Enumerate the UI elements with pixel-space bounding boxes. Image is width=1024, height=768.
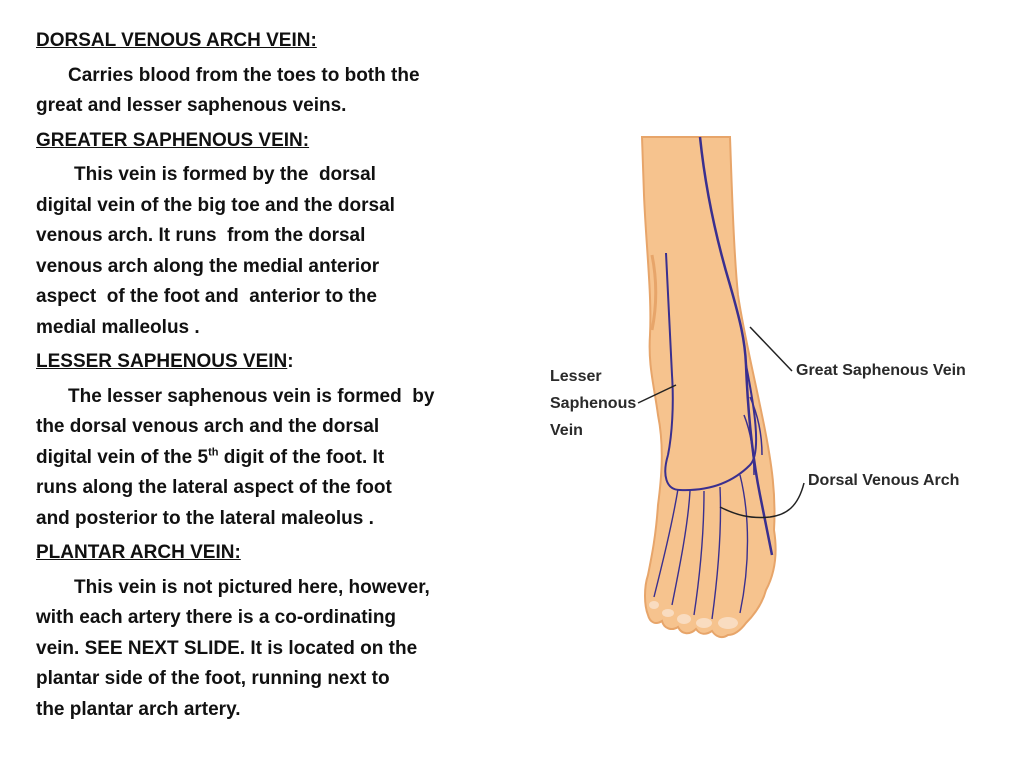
text-line: medial malleolus .: [36, 316, 200, 338]
toenail: [662, 609, 674, 617]
text-fragment: digit of the foot. It: [218, 446, 385, 468]
toenail: [696, 618, 712, 628]
text-line: with each artery there is a co-ordinating: [36, 607, 397, 628]
text-line: plantar side of the foot, running next to: [36, 668, 390, 689]
foot-vein-diagram: [540, 135, 1000, 655]
text-line: runs along the lateral aspect of the foot: [36, 477, 392, 498]
toenail: [649, 601, 659, 609]
heading-greater-saphenous: GREATER SAPHENOUS VEIN:: [36, 129, 310, 151]
text-line: This vein is formed by the dorsal: [74, 164, 376, 185]
toenail: [677, 614, 691, 624]
text-line: the dorsal venous arch and the dorsal: [36, 416, 380, 437]
para-dorsal-venous-arch: [36, 61, 506, 92]
text-line-with-superscript: [36, 443, 506, 474]
text-line: great and lesser saphenous veins.: [36, 95, 347, 116]
para-greater-saphenous-first: [36, 160, 506, 191]
para-greater-saphenous: [36, 191, 506, 344]
label-dorsal-venous-arch: Dorsal Venous Arch: [808, 472, 960, 489]
text-line: and posterior to the lateral maleolus .: [36, 507, 374, 529]
text-line: vein. SEE NEXT SLIDE. It is located on the: [36, 637, 418, 659]
heading-lesser-saphenous: LESSER SAPHENOUS VEIN: [36, 351, 288, 372]
text-line: venous arch along the medial anterior: [36, 255, 380, 277]
notes-text-column: [36, 24, 506, 727]
text-line: digital vein of the big toe and the dorsal: [36, 194, 395, 216]
para-lesser-saphenous: [36, 412, 506, 534]
heading-lesser-saphenous-row: [36, 345, 506, 378]
label-great-saphenous-vein: Great Saphenous Vein: [796, 362, 966, 379]
text-line: The lesser saphenous vein is formed by: [68, 385, 435, 407]
text-line: Carries blood from the toes to both the: [68, 64, 420, 86]
toenail: [718, 617, 738, 629]
leader-line-great: [750, 327, 792, 371]
para-plantar-arch-first: [36, 573, 506, 604]
para-plantar-arch: [36, 603, 506, 725]
text-fragment: digital vein of the 5: [36, 446, 209, 468]
para-lesser-saphenous-first: [36, 382, 506, 413]
para-continuation: [36, 91, 506, 122]
heading-dorsal-venous-arch: DORSAL VENOUS ARCH VEIN:: [36, 30, 317, 51]
heading-colon: :: [287, 351, 294, 372]
text-line: aspect of the foot and anterior to the: [36, 286, 377, 307]
text-line: venous arch. It runs from the dorsal: [36, 225, 366, 246]
heading-plantar-arch: PLANTAR ARCH VEIN:: [36, 542, 241, 563]
text-line: the plantar arch artery.: [36, 698, 241, 720]
label-lesser-saphenous-vein: Lesser Saphenous Vein: [550, 368, 637, 439]
superscript-th: th: [208, 446, 219, 459]
text-line: This vein is not pictured here, however,: [74, 576, 430, 598]
